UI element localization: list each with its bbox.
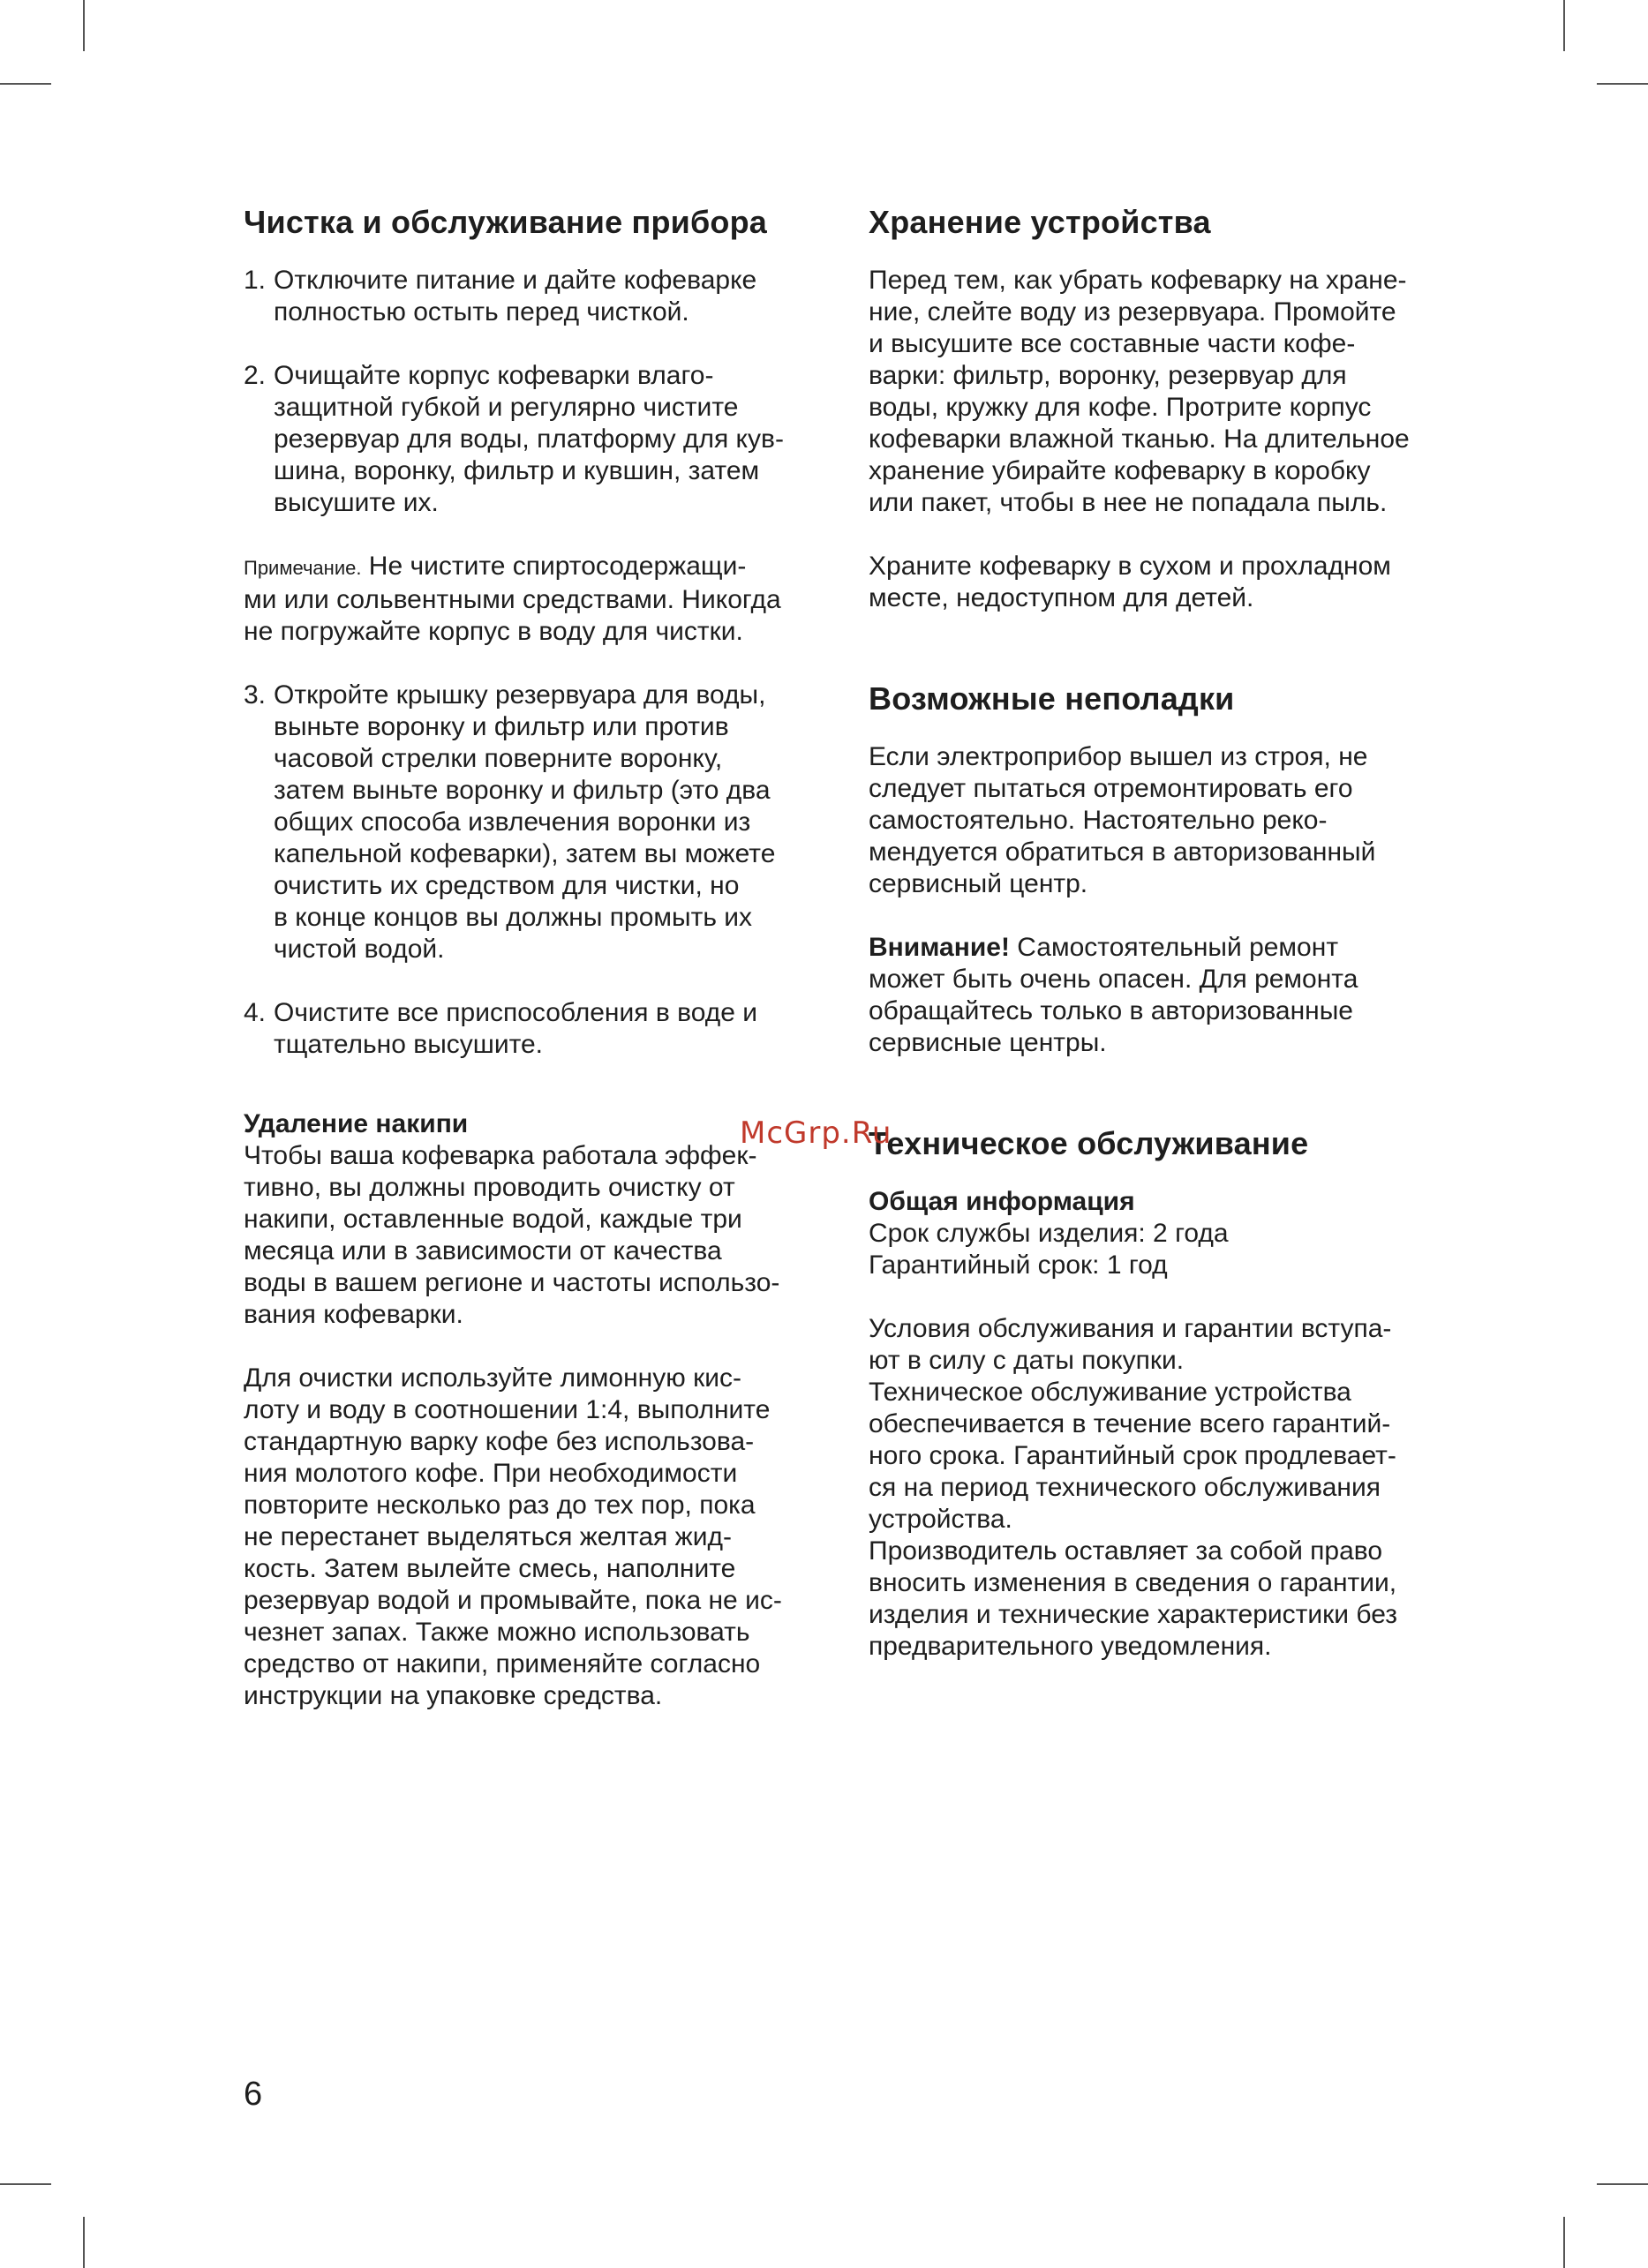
- crop-mark: [0, 2183, 51, 2185]
- service-title: Техническое обслуживание: [869, 1125, 1309, 1161]
- storage-paragraph-2: Храните кофеварку в сухом и прохладном месте, недоступном для детей.: [869, 552, 1391, 612]
- crop-mark: [1563, 0, 1565, 51]
- storage-title: Хранение устройства: [869, 204, 1211, 240]
- descale-heading: Удаление накипи: [244, 1109, 469, 1138]
- cleaning-title: Чистка и обслуживание прибора: [244, 204, 768, 240]
- crop-mark: [1597, 2183, 1648, 2185]
- troubleshooting-title: Возможные неполадки: [869, 680, 1235, 717]
- crop-mark: [83, 0, 85, 51]
- crop-mark: [1563, 2217, 1565, 2268]
- descale-paragraph-2: Для очистки используйте лимонную кис- лоту и воду в соотношении 1:4, выполните стандартную варку кофе без использова- ния молотого кофе. При необходимости повторите несколько раз до тех пор, пока не перестанет выделяться желтая жид- кость. Затем вылейте смесь, наполните резервуар водой и промывайте, пока не ис- чезнет запах. Также можно использовать средство от накипи, применяйте согласно инструкции на упаковке средства.: [244, 1363, 782, 1710]
- warning-text: Самостоятельный ремонт может быть очень опасен. Для ремонта обращайтесь только в авторизованные сервисные центры.: [869, 933, 1358, 1057]
- troubleshooting-paragraph: Если электроприбор вышел из строя, не следует пытаться отремонтировать его самостоятельно. Настоятельно реко- мендуется обратиться в авторизованный сервисный центр.: [869, 742, 1376, 898]
- left-column: [244, 201, 844, 1712]
- list-text: Очищайте корпус кофеварки влаго- защитной губкой и регулярно чистите резервуар для воды, платформу для кув- шина, воронку, фильтр и кувшин, затем высушите их.: [274, 361, 784, 517]
- note-label: Примечание.: [244, 557, 362, 579]
- note-paragraph: [244, 551, 844, 648]
- note-text: Не чистите спиртосодержащи- ми или сольвентными средствами. Никогда не погружайте корпус в воду для чистки.: [244, 552, 781, 646]
- list-number: 4.: [244, 998, 267, 1027]
- terms-paragraph: Условия обслуживания и гарантии вступа- ют в силу с даты покупки. Техническое обслуживание устройства обеспечивается в течение всего гарантий- ного срока. Гарантийный срок продлевает- ся на период технического обслуживания устройства. Производитель оставляет за собой право вносить изменения в сведения о гарантии, изделия и технические характеристики без предварительного уведомления.: [869, 1314, 1398, 1661]
- warning-paragraph: [869, 932, 1469, 1059]
- list-text: Отключите питание и дайте кофеварке полностью остыть перед чисткой.: [274, 266, 757, 327]
- list-item: [244, 680, 844, 965]
- list-text: Откройте крышку резервуара для воды, выньте воронку и фильтр или против часовой стрелки поверните воронку, затем выньте воронку и фильтр (это два общих способа извлечения воронки из капельной кофеварки), затем вы можете очистить их средством для чистки, но в конце концов вы должны промыть их чистой водой.: [274, 680, 776, 964]
- warning-label: Внимание!: [869, 933, 1010, 962]
- page-number: 6: [244, 2076, 263, 2113]
- descale-paragraph-1: Чтобы ваша кофеварка работала эффек- тивно, вы должны проводить очистку от накипи, оставленные водой, каждые три месяца или в зависимости от качества воды в вашем регионе и частоты использо- вания кофеварки.: [244, 1141, 780, 1329]
- crop-mark: [0, 83, 51, 85]
- list-number: 3.: [244, 680, 267, 710]
- crop-mark: [1597, 83, 1648, 85]
- right-column: [869, 201, 1469, 1663]
- crop-mark: [83, 2217, 85, 2268]
- watermark: McGrp.Ru: [740, 1115, 892, 1151]
- list-number: 2.: [244, 361, 267, 390]
- list-item: [244, 997, 844, 1061]
- list-text: Очистите все приспособления в воде и тщательно высушите.: [274, 998, 758, 1059]
- list-number: 1.: [244, 266, 267, 295]
- general-info-paragraph: Срок службы изделия: 2 года Гарантийный срок: 1 год: [869, 1219, 1229, 1280]
- list-item: [244, 265, 844, 328]
- storage-paragraph-1: Перед тем, как убрать кофеварку на хране- ние, слейте воду из резервуара. Промойте и высушите все составные части кофе- варки: фильтр, воронку, резервуар для воды, кружку для кофе. Протрите корпус кофеварки влажной тканью. На длительное хранение убирайте кофеварку в коробку или пакет, чтобы в нее не попадала пыль.: [869, 266, 1410, 517]
- general-info-heading: Общая информация: [869, 1187, 1135, 1216]
- list-item: [244, 360, 844, 519]
